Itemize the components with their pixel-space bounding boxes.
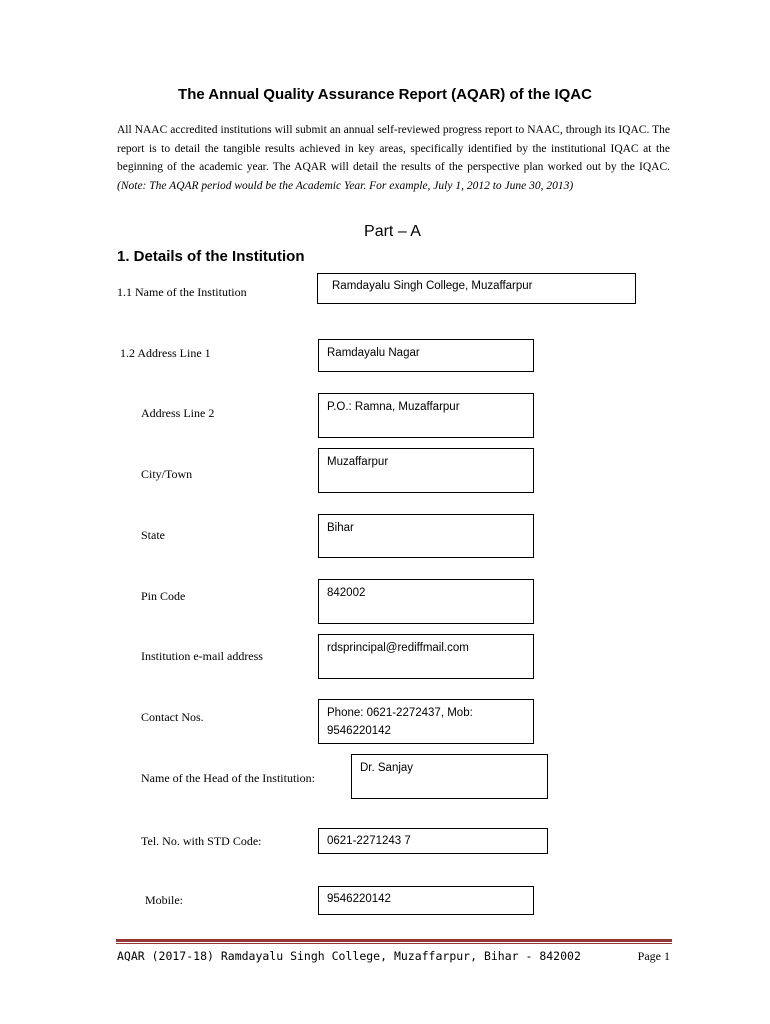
field-value-address-line-1: Ramdayalu Nagar (318, 339, 534, 372)
field-label-contact-nos: Contact Nos. (141, 710, 204, 724)
field-label-pin-code: Pin Code (141, 589, 186, 603)
document-title: The Annual Quality Assurance Report (AQAR) of the IQAC (178, 86, 592, 103)
field-value-contact-nos: Phone: 0621-2272437, Mob: 9546220142 (318, 699, 534, 744)
field-value-head-of-institution: Dr. Sanjay (351, 754, 548, 799)
page-number: Page 1 (637, 949, 670, 963)
field-label-head-of-institution: Name of the Head of the Institution: (141, 771, 315, 785)
field-label-address-line-1: 1.2 Address Line 1 (120, 346, 211, 360)
field-value-address-line-2: P.O.: Ramna, Muzaffarpur (318, 393, 534, 438)
field-label-email: Institution e-mail address (141, 649, 263, 663)
intro-note: (Note: The AQAR period would be the Academic Year. For example, July 1, 2012 to June 30, 2013) (117, 179, 574, 192)
intro-text: All NAAC accredited institutions will submit an annual self-reviewed progress report to NAAC, through its IQAC. The report is to detail the tangible results achieved in key areas, specifically identified by the institutional IQAC at the beginning of the academic year. The AQAR will detail the results of the perspective plan worked out by the IQAC. (117, 124, 670, 173)
field-label-tel-no: Tel. No. with STD Code: (141, 834, 262, 848)
field-value-mobile: 9546220142 (318, 886, 534, 915)
field-value-city: Muzaffarpur (318, 448, 534, 493)
field-value-state: Bihar (318, 514, 534, 558)
field-label-city: City/Town (141, 467, 193, 481)
footer-rule-thin (116, 943, 672, 944)
field-value-pin-code: 842002 (318, 579, 534, 624)
field-label-state: State (141, 528, 165, 542)
field-label-address-line-2: Address Line 2 (141, 406, 215, 420)
field-label-mobile: Mobile: (145, 893, 183, 907)
footer-rule (116, 939, 672, 942)
field-label-institution-name: 1.1 Name of the Institution (117, 285, 247, 299)
section-heading: 1. Details of the Institution (117, 248, 305, 265)
intro-paragraph (117, 121, 670, 195)
field-value-email: rdsprincipal@rediffmail.com (318, 634, 534, 679)
field-value-institution-name: Ramdayalu Singh College, Muzaffarpur (317, 273, 636, 304)
field-value-tel-no: 0621-2271243 7 (318, 828, 548, 854)
part-heading: Part – A (364, 223, 421, 240)
footer-text: AQAR (2017-18) Ramdayalu Singh College, Muzaffarpur, Bihar - 842002 (117, 949, 581, 963)
